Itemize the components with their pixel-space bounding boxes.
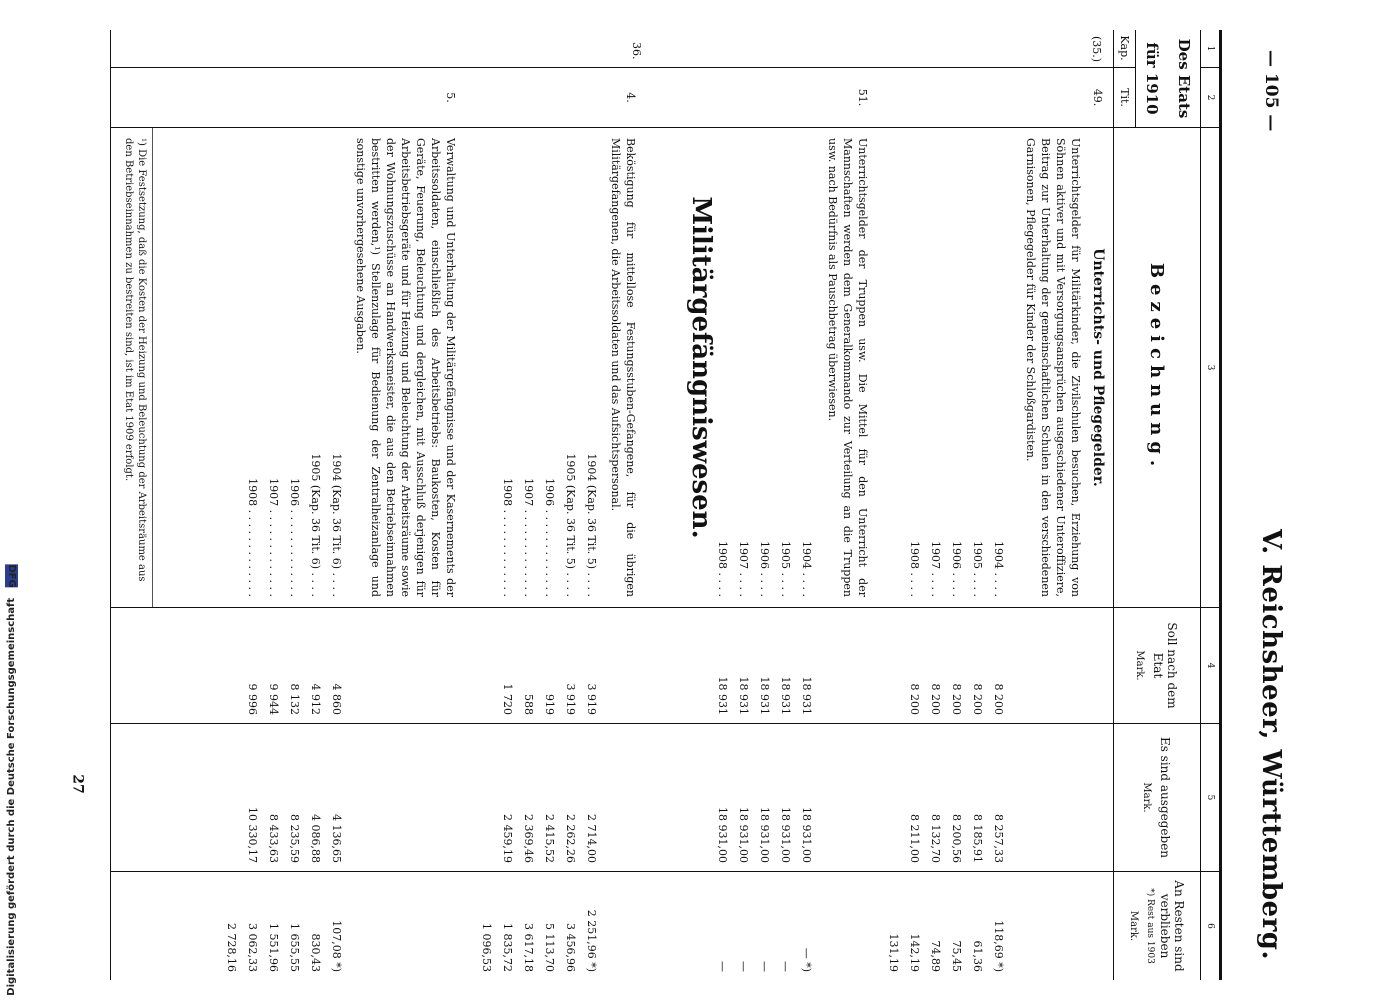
column-number: 4	[1201, 608, 1219, 724]
ausgegeben-value: 18 931,00	[716, 807, 729, 863]
reste-value: —	[716, 961, 729, 972]
column-number: 2	[1201, 68, 1219, 128]
year-label: 1905 (Kap. 36 Tit. 5) . . . .	[564, 453, 577, 597]
soll-unit: Mark.	[1134, 650, 1146, 681]
year-label: 1905 (Kap. 36 Tit. 6) . . . .	[309, 453, 322, 597]
reste-unit: Mark.	[1128, 910, 1139, 942]
soll-value: 3 919	[564, 683, 577, 715]
soll-value: 919	[543, 694, 556, 715]
section-description: Unterrichtsgelder für Militärkinder, die Zivilschulen besuchen, Erziehung von Söhnen aktiver und mit Versorgungsansprüchen ausgeschiedener Unteroffiziere, Beitrag zur Unterhaltung der gemeinschaftlichen Schulen in den verschiedenen Garnisonen, Pflegegelder für Kinder der Schloßgardisten.	[1024, 138, 1082, 597]
reste-value: 1 655,55	[288, 923, 301, 972]
kap-label-36: 36.	[630, 42, 643, 60]
table-body	[110, 30, 1113, 980]
ausgegeben-value: 8 185,91	[971, 814, 984, 863]
ausgegeben-value: 18 931,00	[758, 807, 771, 863]
column-number-row	[1200, 30, 1219, 980]
reste-value: 75,45	[950, 940, 963, 972]
ausgegeben-value: 18 931,00	[800, 807, 813, 863]
section-description: Beköstigung für mittellose Festungsstuben-Gefangene, für die übrigen Militärgefangenen, die Arbeitssoldaten und das Aufsichtspersonal.	[609, 138, 637, 597]
reste-value: 3 617,18	[522, 923, 535, 972]
column-number: 1	[1201, 30, 1219, 68]
page-number: — 105 —	[1261, 50, 1281, 132]
etat-line-2: für 1910	[1143, 42, 1161, 115]
ausgegeben-value: 4 086,88	[309, 814, 322, 863]
soll-value: 18 931	[737, 676, 750, 715]
ausgegeben-value: 8 211,00	[908, 814, 921, 863]
ausgegeben-value: 8 200,56	[950, 814, 963, 863]
year-label: 1908 . . . . . . . . . . . . .	[246, 478, 259, 597]
reste-note: *) Rest aus 1903	[1145, 888, 1155, 964]
ausgegeben-value: 2 369,46	[522, 814, 535, 863]
soll-value: 3 919	[585, 683, 598, 715]
ausgegeben-value: 2 415,52	[543, 814, 556, 863]
rotated-page-content	[90, 30, 1306, 980]
reste-header: An Resten sind verblieben *) Rest aus 1903 Mark.	[1128, 880, 1186, 972]
year-label: 1904 . . . .	[800, 541, 813, 597]
kap-label-35: (35.)	[1090, 36, 1103, 63]
bottom-page-number: 27	[69, 774, 86, 794]
tit-number: 5.	[444, 92, 457, 103]
ausgegeben-header: Es sind ausgegeben Mark.	[1114, 724, 1200, 872]
bezeichnung-header: Bezeichnung.	[1114, 128, 1200, 608]
ausgegeben-value: 2 714,00	[585, 814, 598, 863]
section-description: Verwaltung und Unterhaltung der Militärgefängnisse und der Kasernements der Arbeitssoldaten, einschließlich des Arbeitsbetriebs: Baukosten, Kosten für Geräte, Feuerung, Beleuchtung und dergleichen, mit Ausschluß derjenigen für Arbeitsbetriebsgeräte und für Heizung und Beleuchtung der Arbeitsräume sowie der Wohnungszuschüsse an Handwerksmeister, die aus den Betriebseinnahmen bestritten werden,¹) Stellenzulage für Bedienung der Zentralheizanlage und sonstige unvorhergesehene Ausgaben.	[354, 138, 457, 597]
soll-value: 18 931	[716, 676, 729, 715]
year-label: 1904 (Kap. 36 Tit. 5) . . . .	[585, 453, 598, 597]
soll-header: Soll nach dem Etat Mark.	[1114, 608, 1200, 724]
soll-column	[111, 608, 1113, 724]
soll-value: 8 200	[908, 683, 921, 715]
ausgegeben-value: 8 132,70	[929, 814, 942, 863]
year-label: 1907 . . . . . . . . . . . . .	[522, 478, 535, 597]
tit-column	[111, 68, 1113, 128]
page-title: V. Reichsheer, Württemberg.	[1256, 529, 1286, 960]
ausgegeben-value: 10 330,17	[246, 807, 259, 863]
reste-value: 1 551,96	[267, 923, 280, 972]
year-label: 1904 (Kap. 36 Tit. 6) . . . .	[330, 453, 343, 597]
ausgegeben-column	[111, 724, 1113, 872]
year-label: 1908 . . . . . . . . . . . . .	[501, 478, 514, 597]
year-label: 1906 . . . . . . . . . . . . .	[543, 478, 556, 597]
soll-value: 8 200	[929, 683, 942, 715]
reste-value: 1 835,72	[501, 923, 514, 972]
soll-value: 4 860	[330, 683, 343, 715]
reste-value: — *)	[800, 947, 813, 972]
budget-table	[110, 30, 1222, 980]
soll-value: 8 132	[288, 683, 301, 715]
tit-number: 51.	[856, 88, 869, 107]
year-label: 1907 . . . .	[929, 541, 942, 597]
year-label: 1906 . . . .	[950, 541, 963, 597]
section-title: Unterrichts- und Pflegegelder.	[1090, 248, 1106, 487]
ausgegeben-value: 18 931,00	[737, 807, 750, 863]
ausgegeben-unit: Mark.	[1141, 782, 1153, 813]
column-number: 5	[1201, 724, 1219, 872]
year-label: 1907 . . . .	[737, 541, 750, 597]
reste-value: 5 113,70	[543, 923, 556, 972]
soll-value: 18 931	[779, 676, 792, 715]
kap-header: Kap.	[1114, 30, 1135, 68]
soll-value: 9 944	[267, 683, 280, 715]
digitization-note-text: Digitalisierung gefördert durch die Deutsche Forschungsgemeinschaft	[5, 598, 17, 996]
tit-header: Tit.	[1118, 88, 1131, 107]
soll-value: 1 720	[501, 683, 514, 715]
soll-value: 9 996	[246, 683, 259, 715]
soll-value: 18 931	[800, 676, 813, 715]
reste-value: 107,08 *)	[330, 920, 343, 972]
reste-value: 830,43	[309, 933, 322, 972]
section-description: Unterrichtsgelder der Truppen usw. Die Mittel für den Unterricht der Mannschaften werden dem Generalkommando zur Verteilung an die Truppen usw. nach Bedürfnis als Pauschbetrag überwiesen.	[826, 138, 869, 597]
reste-value: 2 251,96 *)	[585, 909, 598, 972]
reste-value: —	[737, 961, 750, 972]
ausgegeben-value: 18 931,00	[779, 807, 792, 863]
page-header	[1236, 30, 1306, 980]
year-label: 1906 . . . .	[758, 541, 771, 597]
soll-value: 4 912	[309, 683, 322, 715]
year-label: 1905 . . . .	[971, 541, 984, 597]
digitization-note	[0, 0, 22, 1000]
soll-value: 8 200	[992, 683, 1005, 715]
bezeichnung-column	[111, 128, 1113, 608]
reste-value: 142,19	[908, 933, 921, 972]
reste-value: 3 456,96	[564, 923, 577, 972]
year-label: 1908 . . . .	[908, 541, 921, 597]
ausgegeben-value: 8 257,33	[992, 814, 1005, 863]
ausgegeben-value: 8 235,59	[288, 814, 301, 863]
reste-value: 61,36	[971, 940, 984, 972]
tit-number: 49.	[1091, 88, 1104, 107]
reste-value: 2 728,16	[225, 923, 238, 972]
etat-line-1: Des Etats	[1175, 38, 1193, 119]
year-label: 1905 . . . .	[779, 541, 792, 597]
reste-value: 1 096,53	[480, 923, 493, 972]
year-label: 1906 . . . . . . . . . . . . .	[288, 478, 301, 597]
column-number: 6	[1205, 923, 1215, 929]
reste-value: 131,19	[887, 933, 900, 972]
footnote: ¹) Die Festsetzung, daß die Kosten der Heizung und Beleuchtung der Arbeitsräume aus den Betriebseinnahmen zu bestreiten sind, ist im Etat 1909 erfolgt.	[122, 128, 153, 607]
ausgegeben-value: 4 136,65	[330, 814, 343, 863]
reste-value: 3 062,33	[246, 923, 259, 972]
soll-value: 18 931	[758, 676, 771, 715]
section-title: Militärgefängniswesen.	[686, 196, 716, 539]
year-label: 1904 . . . .	[992, 541, 1005, 597]
soll-value: 8 200	[971, 683, 984, 715]
table-header	[1113, 30, 1200, 980]
year-label: 1908 . . . .	[716, 541, 729, 597]
column-number: 3	[1201, 128, 1219, 608]
soll-value: 8 200	[950, 683, 963, 715]
reste-column	[111, 872, 1113, 980]
tit-number: 4.	[624, 92, 637, 103]
reste-value: —	[779, 961, 792, 972]
etat-header	[1114, 30, 1200, 128]
dfg-logo: DFG	[5, 564, 17, 588]
scanned-page	[90, 30, 1306, 980]
kap-column	[111, 30, 1113, 68]
ausgegeben-value: 8 433,63	[267, 814, 280, 863]
soll-value: 588	[522, 694, 535, 715]
ausgegeben-value: 2 262,26	[564, 814, 577, 863]
reste-value: 74,89	[929, 940, 942, 972]
reste-value: 118,69 *)	[992, 920, 1005, 972]
ausgegeben-value: 2 459,19	[501, 814, 514, 863]
year-label: 1907 . . . . . . . . . . . . .	[267, 478, 280, 597]
reste-value: —	[758, 961, 771, 972]
